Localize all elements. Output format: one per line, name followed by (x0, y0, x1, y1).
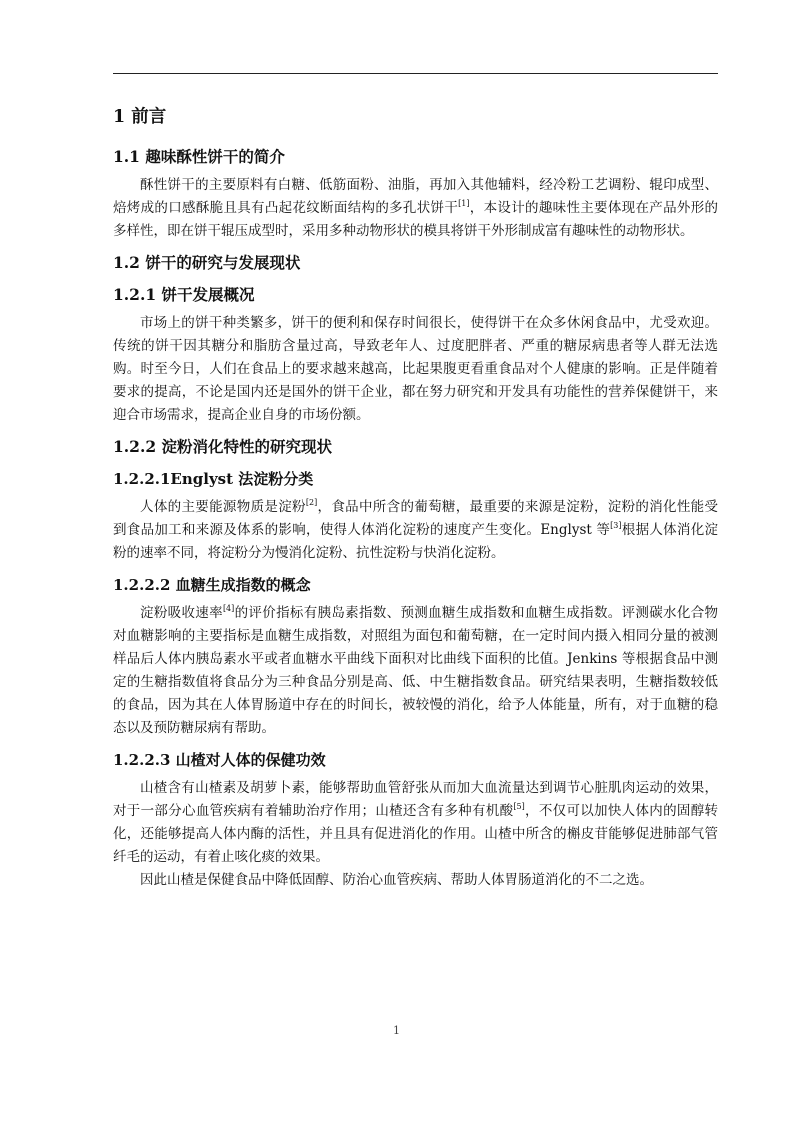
header-rule (113, 73, 718, 74)
paragraph-hawthorn-conclusion: 因此山楂是保健食品中降低固醇、防治心血管疾病、帮助人体胃肠道消化的不二之选。 (140, 872, 653, 888)
citation-ref: [2] (305, 498, 318, 507)
section-heading-1-1: 1.1 趣味酥性饼干的简介 (113, 147, 285, 166)
paragraph-intro (113, 174, 718, 243)
paragraph-text: 人体的主要能源物质是淀粉 (140, 499, 306, 515)
paragraph-biscuit-overview: 市场上的饼干种类繁多，饼干的便利和保存时间很长，使得饼干在众多休闲食品中，尤受欢迎。传统的饼干因其糖分和脂肪含量过高，导致老年人、过度肥胖者、严重的糖尿病患者等人群无法选购。时至今日，人们在食品上的要求越来越高，比起果腹更看重食品对个人健康的影响。正是伴随着要求的提高，不论是国内还是国外的饼干企业，都在努力研究和开发具有功能性的营养保健饼干，来迎合市场需求，提高企业自身的市场份额。 (113, 315, 718, 423)
section-heading-1-2-2-2: 1.2.2.2 血糖生成指数的概念 (113, 576, 311, 594)
paragraph-text: ，本设计的趣味性主要体现在产品外形的多样性，即在饼干辊压成型时，采用多种动物形状的模具将饼干外形制成富有趣味性的动物形状。 (113, 200, 719, 239)
chapter-heading: 1 前言 (113, 107, 167, 127)
paragraph-text: 山楂含有山楂素及胡萝卜素，能够帮助血管舒张从而加大血流量达到调节心脏肌肉运动的效果，对于一部分心血管疾病有着辅助治疗作用；山楂还含有多种有机酸 (113, 780, 718, 819)
citation-ref: [3] (610, 521, 622, 530)
citation-ref: [5] (513, 802, 525, 811)
page-content (113, 104, 718, 892)
page-number: 1 (393, 1024, 400, 1037)
paragraph-englyst (113, 496, 718, 565)
paragraph-text: 酥性饼干的主要原料有白糖、低筋面粉、油脂，再加入其他辅料，经冷粉工艺调粉、辊印成型、焙烤成的口感酥脆且具有凸起花纹断面结构的多孔状饼干 (113, 177, 718, 216)
paragraph-text: ，食品中所含的葡萄糖，最重要的来源是淀粉，淀粉的消化性能受到食品加工和来源及体系的影响，使得人体消化淀粉的速度产生变化。Englyst 等 (113, 499, 719, 538)
paragraph-glycemic-index (113, 602, 718, 740)
paragraph-hawthorn (113, 777, 718, 869)
section-heading-1-2-2-1: 1.2.2.1Englyst 法淀粉分类 (113, 470, 314, 488)
paragraph-text: 根据人体消化淀粉的速率不同，将淀粉分为慢消化淀粉、抗性淀粉与快消化淀粉。 (113, 522, 719, 561)
citation-ref: [4] (222, 604, 235, 613)
paragraph-text: 淀粉吸收速率 (140, 605, 223, 621)
section-heading-1-2: 1.2 饼干的研究与发展现状 (113, 253, 301, 272)
section-heading-1-2-2-3: 1.2.2.3 山楂对人体的保健功效 (113, 751, 326, 769)
citation-ref: [1] (458, 199, 470, 208)
section-heading-1-2-1: 1.2.1 饼干发展概况 (113, 285, 255, 304)
paragraph-text: ，不仅可以加快人体内的固醇转化，还能够提高人体内酶的活性，并且具有促进消化的作用。山楂中所含的槲皮苷能够促进肺部气管纤毛的运动，有着止咳化痰的效果。 (113, 803, 719, 865)
paragraph-text: 的评价指标有胰岛素指数、预测血糖生成指数和血糖生成指数。评测碳水化合物对血糖影响的主要指标是血糖生成指数，对照组为面包和葡萄糖，在一定时间内摄入相同分量的被测样品后人体内胰岛素水平或者血糖水平曲线下面积对比曲线下面积的比值。Jenkins 等根据食品中测定的生糖指数值将食品分为三种食品分别是高、低、中生糖指数食品。研究结果表明，生糖指数较低的食品，因为其在人体胃肠道中存在的时间长，被较慢的消化，给予人体能量，所有，对于血糖的稳态以及预防糖尿病有帮助。 (113, 605, 719, 736)
section-heading-1-2-2: 1.2.2 淀粉消化特性的研究现状 (113, 437, 333, 456)
